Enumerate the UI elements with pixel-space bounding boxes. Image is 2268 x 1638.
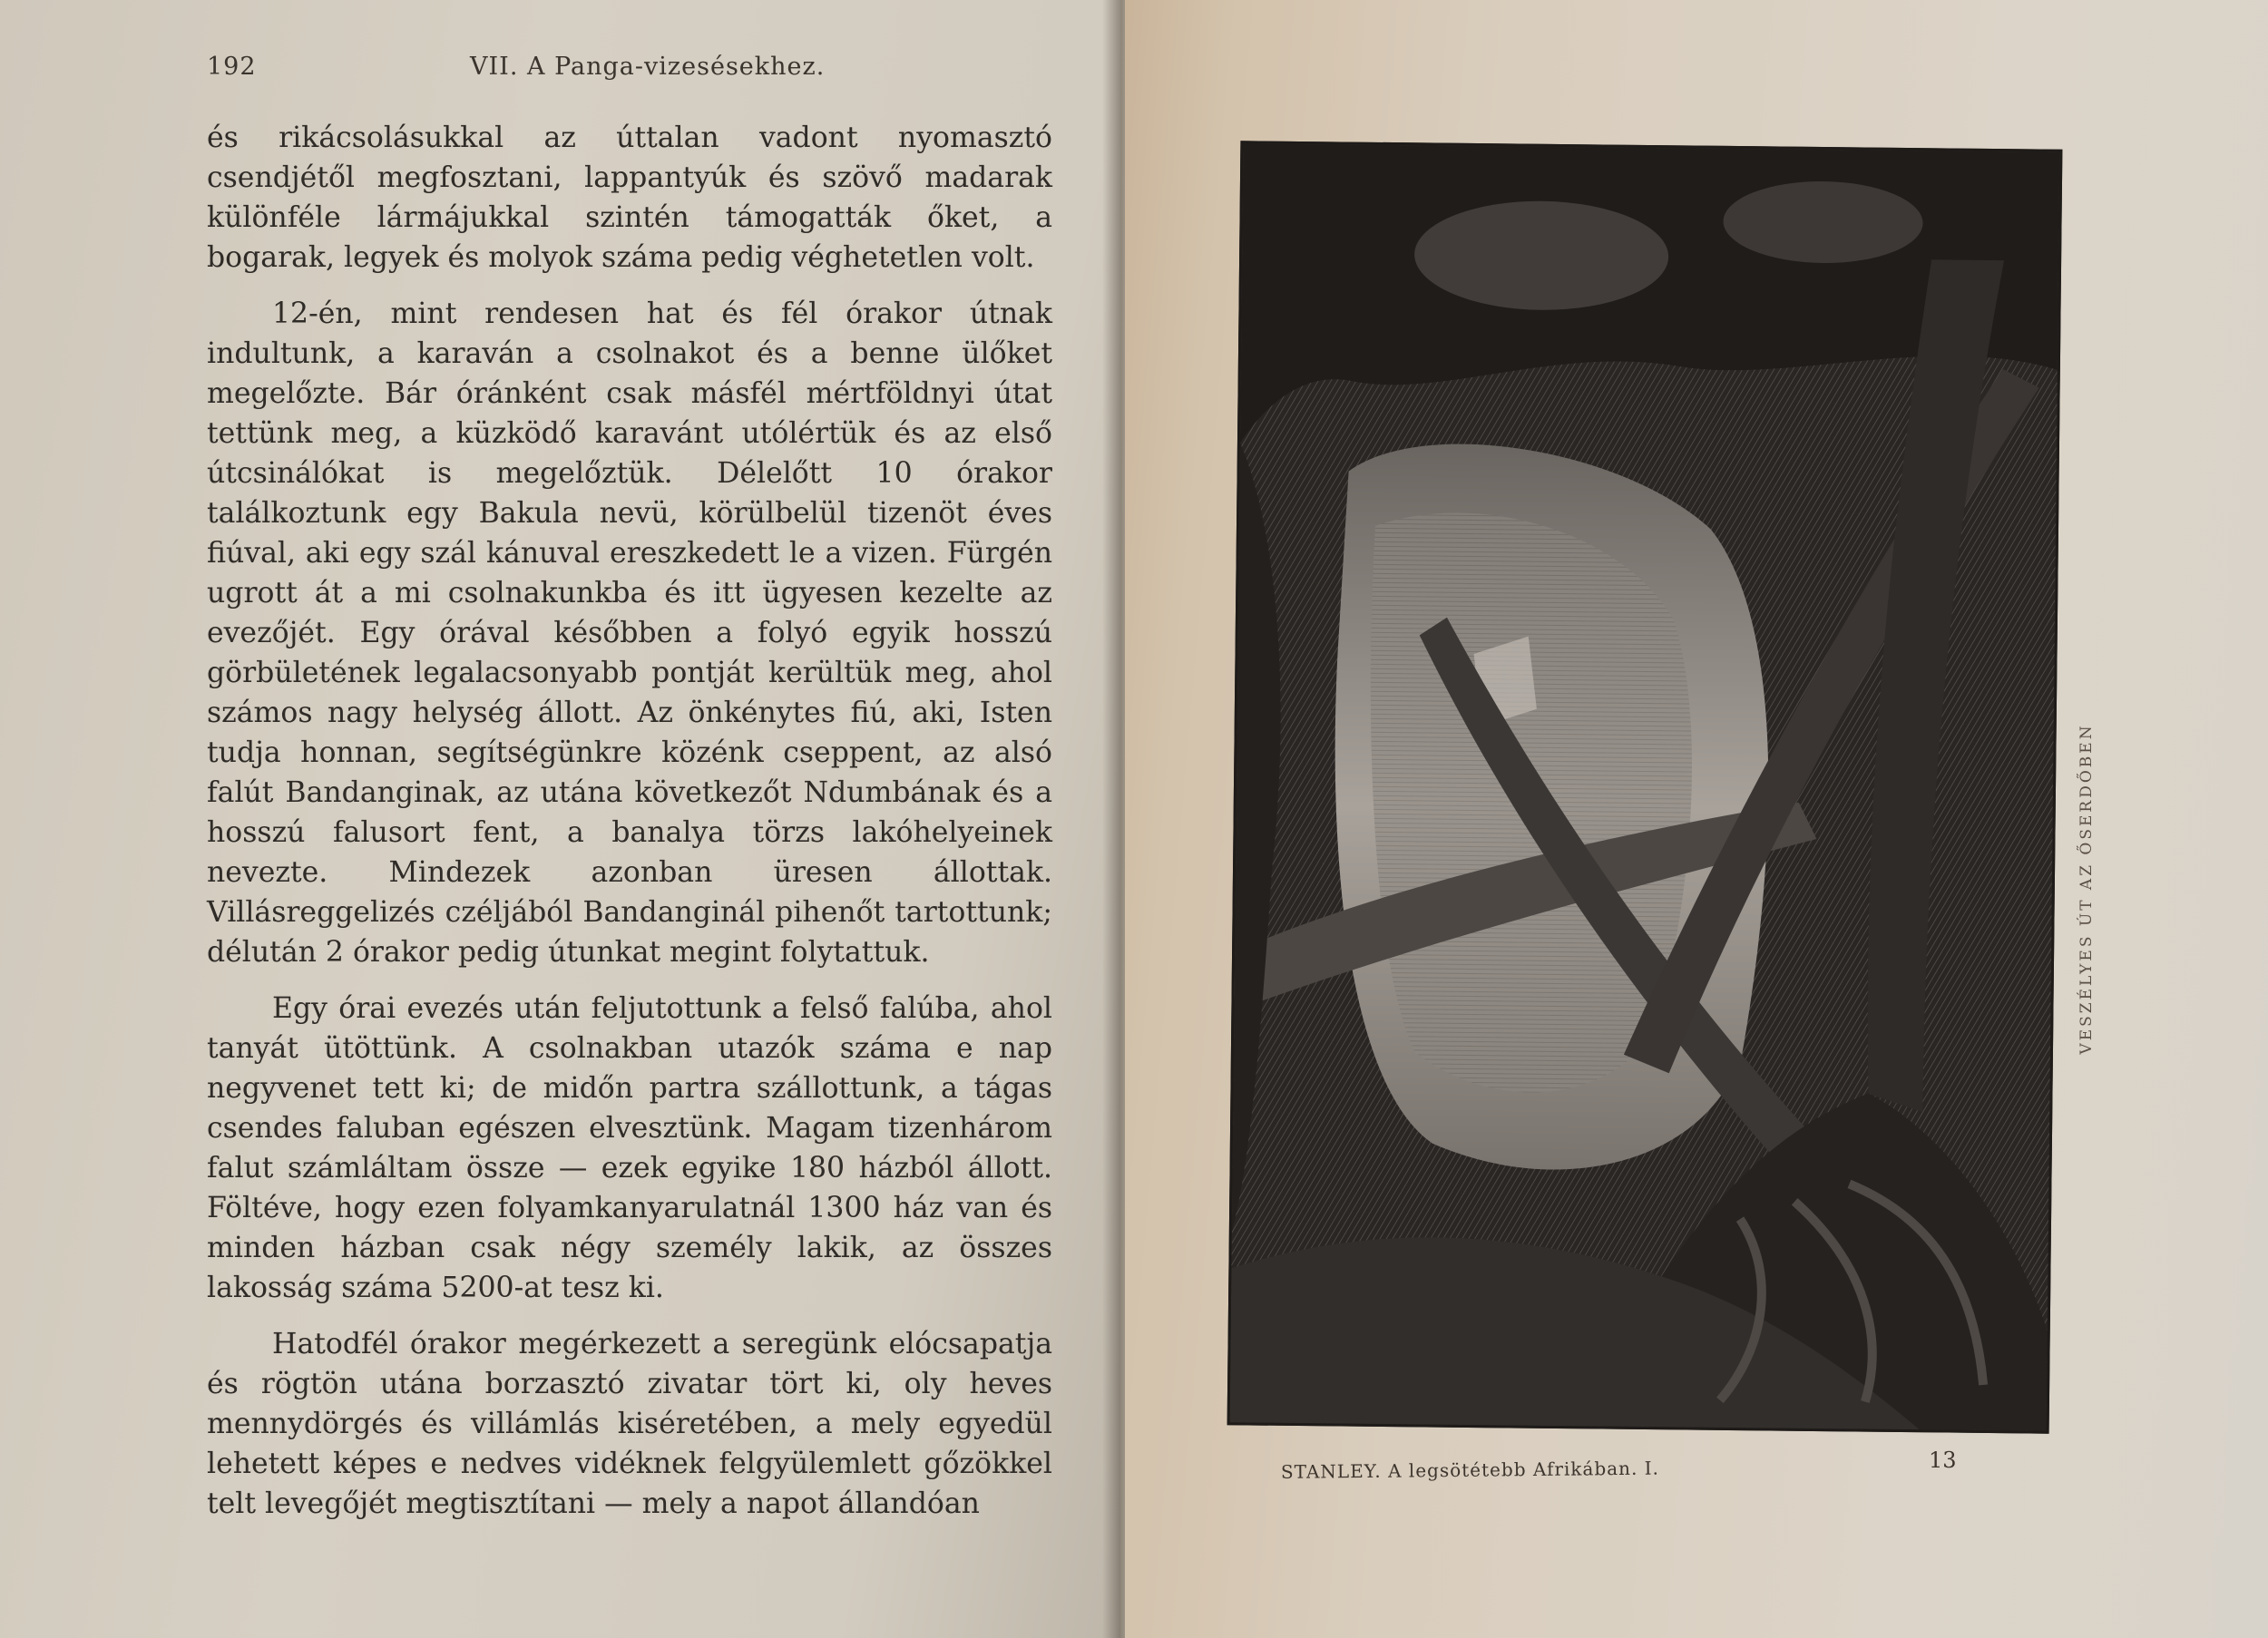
left-page [0,0,1120,1638]
paragraph: Hatodfél órakor megérkezett a seregünk elócsapatja és rögtön utána borzasztó zivatar tört ki, oly heves mennydörgés és villámlás kiséretében, a mely egyedül lehetett képes e nedves vidéknek felgyülemlett gőzökkel telt levegőjét megtisztítani — mely a napot állandóan [207,1328,1052,1520]
paragraph: és rikácsolásukkal az úttalan vadont nyomasztó csendjétől megfosztani, lappantyúk és szövő madarak különféle lármájukkal szintén támogatták őket, a bogarak, legyek és molyok száma pedig véghetetlen volt. [207,122,1052,274]
body-text [207,118,1052,1540]
paragraph: 12-én, mint rendesen hat és fél órakor útnak indultunk, a karaván a csolnakot és a benne ülőket megelőzte. Bár óránként csak másfél mértföldnyi útat tettünk meg, a küzködő karavánt utólértük és az első útcsinálókat is megelőztük. Délelőtt 10 órakor találkoztunk egy Bakula nevü, körülbelül tizenöt éves fiúval, aki egy szál kánuval ereszkedett le a vizen. Fürgén ugrott át a mi csolnakunkba és itt ügyesen kezelte az evezőjét. Egy órával későbben a folyó egyik hosszú görbületének legalacsonyabb pontját kerültük meg, ahol számos nagy helység állott. Az önkénytes fiú, aki, Isten tudja honnan, segítségünkre közénk cseppent, az alsó falút Bandanginak, az utána következőt Ndumbának és a hosszú falusort fent, a banalya törzs lakóhelyeinek nevezte. Mindezek azonban üresen állottak. Villásreggelizés czéljából Bandanginál pihenőt tartottunk; délután 2 órakor pedig útunkat megint folytattuk. [207,297,1052,969]
page-number: 192 [207,53,257,81]
paragraph: Egy órai evezés után feljutottunk a felső falúba, ahol tanyát ütöttünk. A csolnakban utazók száma e nap negyvenet tett ki; de midőn partra szállottunk, a tágas csendes faluban egészen elvesztünk. Magam tizenhárom falut számláltam össze — ezek egyike 180 házból állott. Föltéve, hogy ezen folyamkanyarulatnál 1300 ház van és minden házban csak négy személy lakik, az összes lakosság száma 5200-at tesz ki. [207,992,1052,1304]
plate-caption-text: VESZÉLYES ÚT AZ ŐSERDŐBEN [2077,723,2096,1055]
running-head [207,53,914,89]
engraving-plate [1227,141,2063,1433]
footer-citation: STANLEY. A legsötétebb Afrikában. I. [1280,1457,1660,1483]
plate-caption [2059,635,2114,1143]
forest-engraving [1230,143,2060,1430]
signature-mark: 13 [1929,1448,1957,1473]
running-title: VII. A Panga-vizesésekhez. [470,53,826,81]
